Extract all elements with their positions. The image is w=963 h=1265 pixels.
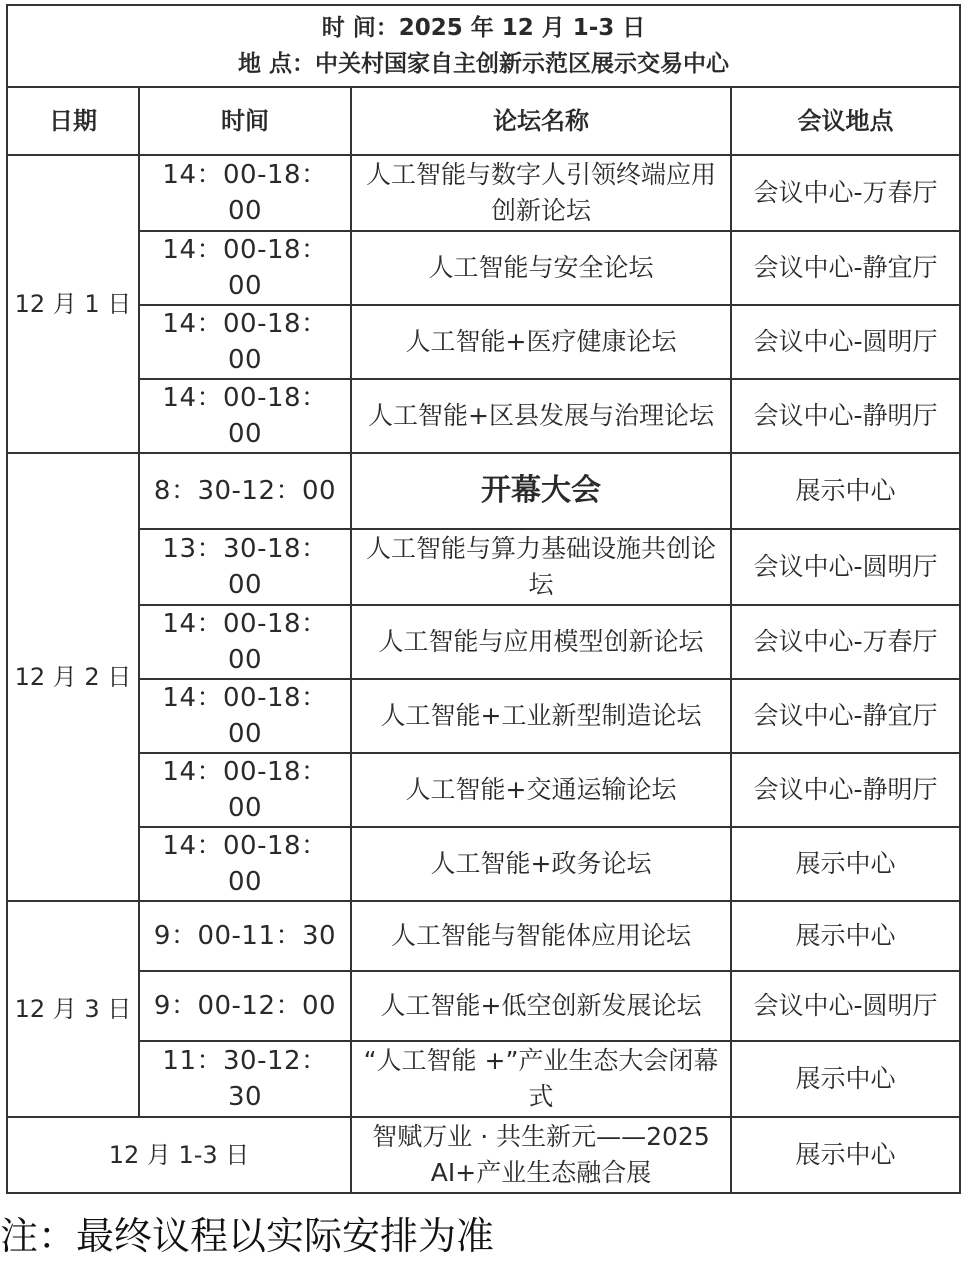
time-cell: 14：00-18：00 (139, 753, 351, 827)
venue-cell: 会议中心-静宜厅 (731, 231, 960, 305)
table-row (7, 605, 960, 679)
column-header-date: 日期 (7, 87, 139, 155)
venue-cell: 会议中心-万春厅 (731, 605, 960, 679)
forum-cell: 人工智能+医疗健康论坛 (351, 305, 731, 379)
table-row (7, 753, 960, 827)
venue-cell: 会议中心-静明厅 (731, 753, 960, 827)
venue-cell: 会议中心-静宜厅 (731, 679, 960, 753)
exhibition-date: 12 月 1-3 日 (7, 1117, 351, 1193)
forum-cell-opening: 开幕大会 (351, 453, 731, 529)
forum-cell: 人工智能与应用模型创新论坛 (351, 605, 731, 679)
exhibition-row (7, 1117, 960, 1193)
day-cell: 12 月 1 日 (7, 155, 139, 453)
time-cell: 13：30-18：00 (139, 529, 351, 605)
event-place: 地 点：中关村国家自主创新示范区展示交易中心 (238, 51, 730, 77)
forum-cell: 人工智能+交通运输论坛 (351, 753, 731, 827)
column-header-row (7, 87, 960, 155)
time-cell: 14：00-18：00 (139, 679, 351, 753)
table-row (7, 529, 960, 605)
day-cell: 12 月 2 日 (7, 453, 139, 901)
time-cell: 14：00-18：00 (139, 379, 351, 453)
forum-cell: 人工智能与数字人引领终端应用创新论坛 (351, 155, 731, 231)
column-header-time: 时间 (139, 87, 351, 155)
forum-cell: 人工智能+政务论坛 (351, 827, 731, 901)
venue-cell: 会议中心-万春厅 (731, 155, 960, 231)
info-row (7, 5, 960, 87)
table-row (7, 679, 960, 753)
exhibition-venue: 展示中心 (731, 1117, 960, 1193)
table-row (7, 155, 960, 231)
forum-cell: “人工智能 +”产业生态大会闭幕式 (351, 1041, 731, 1117)
forum-cell: 人工智能与智能体应用论坛 (351, 901, 731, 971)
venue-cell: 展示中心 (731, 453, 960, 529)
venue-cell: 会议中心-圆明厅 (731, 529, 960, 605)
venue-cell: 展示中心 (731, 827, 960, 901)
venue-cell: 会议中心-圆明厅 (731, 305, 960, 379)
table-row (7, 305, 960, 379)
time-cell: 14：00-18：00 (139, 155, 351, 231)
forum-cell: 人工智能与算力基础设施共创论坛 (351, 529, 731, 605)
venue-cell: 会议中心-静明厅 (731, 379, 960, 453)
column-header-forum: 论坛名称 (351, 87, 731, 155)
day-cell: 12 月 3 日 (7, 901, 139, 1117)
venue-cell: 会议中心-圆明厅 (731, 971, 960, 1041)
table-row (7, 971, 960, 1041)
forum-cell: 人工智能与安全论坛 (351, 231, 731, 305)
forum-cell: 人工智能+工业新型制造论坛 (351, 679, 731, 753)
time-cell: 14：00-18：00 (139, 827, 351, 901)
table-row (7, 827, 960, 901)
column-header-venue: 会议地点 (731, 87, 960, 155)
time-cell: 14：00-18：00 (139, 605, 351, 679)
venue-cell: 展示中心 (731, 1041, 960, 1117)
venue-cell: 展示中心 (731, 901, 960, 971)
time-cell: 14：00-18：00 (139, 231, 351, 305)
exhibition-name: 智赋万业 · 共生新元——2025 AI+产业生态融合展 (351, 1117, 731, 1193)
event-time: 时 间：2025 年 12 月 1-3 日 (321, 15, 646, 41)
forum-cell: 人工智能+低空创新发展论坛 (351, 971, 731, 1041)
time-cell: 9：00-12：00 (139, 971, 351, 1041)
agenda-table (6, 4, 961, 1194)
agenda-note: 注：最终议程以实际安排为准 (0, 1214, 495, 1258)
time-cell: 11：30-12：30 (139, 1041, 351, 1117)
table-row (7, 453, 960, 529)
table-row (7, 379, 960, 453)
time-cell: 9：00-11：30 (139, 901, 351, 971)
time-cell: 14：00-18：00 (139, 305, 351, 379)
table-row (7, 901, 960, 971)
table-row (7, 1041, 960, 1117)
forum-cell: 人工智能+区县发展与治理论坛 (351, 379, 731, 453)
event-info (7, 5, 960, 87)
time-cell: 8：30-12：00 (139, 453, 351, 529)
table-row (7, 231, 960, 305)
